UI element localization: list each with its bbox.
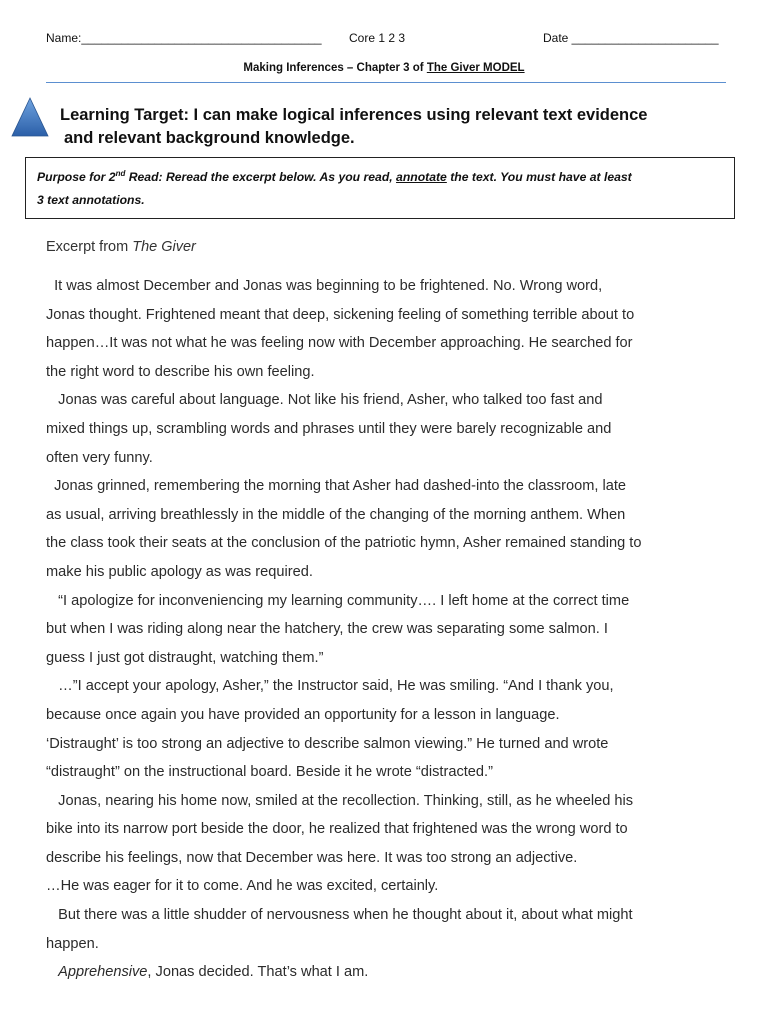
passage-line (46, 958, 736, 987)
passage-line: because once again you have provided an opportunity for a lesson in language. (46, 706, 560, 723)
purpose-box (25, 157, 735, 219)
purpose-line-2: 3 text annotations. (37, 193, 145, 208)
passage-line: as usual, arriving breathlessly in the middle of the changing of the morning anthem. When (46, 506, 626, 523)
name-field: Name:____________________________________ (46, 31, 322, 45)
passage-line: the class took their seats at the conclusion of the patriotic hymn, Asher remained standing to (46, 535, 642, 552)
passage-line: “I apologize for inconveniencing my learning community…. I left home at the correct time (46, 592, 630, 609)
title-book: The Giver MODEL (426, 62, 525, 74)
purpose-annotate: annotate (396, 170, 447, 185)
excerpt-label: Excerpt from (46, 239, 133, 255)
purpose-mid: Read: Reread the excerpt below. As you read, (125, 170, 397, 185)
passage-line: often very funny. (46, 449, 153, 466)
passage-last-rest: , Jonas decided. That’s what I am. (147, 964, 369, 981)
passage-line: happen. (46, 935, 99, 952)
learning-target (60, 104, 750, 150)
header-divider (46, 82, 726, 83)
triangle-icon (11, 97, 49, 137)
date-field: Date ______________________ (543, 31, 719, 45)
passage-line: happen…It was not what he was feeling now with December approaching. He searched for (46, 335, 633, 352)
passage-line: mixed things up, scrambling words and phrases until they were barely recognizable and (46, 420, 612, 437)
purpose-line-1 (37, 162, 726, 189)
passage-line: …”I accept your apology, Asher,” the Instructor said, He was smiling. “And I thank you, (46, 678, 614, 695)
worksheet-header (46, 31, 726, 47)
apprehensive-word: Apprehensive (58, 964, 148, 981)
passage-line: ‘Distraught’ is too strong an adjective to describe salmon viewing.” He turned and wrote (46, 735, 609, 752)
passage-line: Jonas thought. Frightened meant that deep, sickening feeling of something terrible about to (46, 306, 635, 323)
passage-line: Jonas was careful about language. Not like his friend, Asher, who talked too fast and (46, 392, 603, 409)
excerpt-heading (46, 239, 196, 255)
passage-line: Jonas grinned, remembering the morning that Asher had dashed-into the classroom, late (46, 478, 627, 495)
worksheet-title (0, 62, 768, 74)
learning-target-line-1: Learning Target: I can make logical inferences using relevant text evidence (60, 106, 648, 124)
purpose-pre: Purpose for 2 (37, 170, 116, 185)
passage-text (46, 272, 736, 987)
passage-line: guess I just got distraught, watching them.” (46, 649, 324, 666)
passage-line: but when I was riding along near the hatchery, the crew was separating some salmon. I (46, 621, 608, 638)
passage-line: “distraught” on the instructional board. Beside it he wrote “distracted.” (46, 764, 493, 781)
purpose-sup: nd (115, 169, 126, 178)
purpose-post: the text. You must have at least (446, 170, 632, 185)
passage-line: But there was a little shudder of nervousness when he thought about it, about what might (46, 907, 633, 924)
passage-line: bike into its narrow port beside the door, he realized that frightened was the wrong word to (46, 821, 628, 838)
core-field: Core 1 2 3 (349, 31, 406, 45)
title-prefix: Making Inferences – Chapter 3 of (243, 62, 427, 74)
passage-line: the right word to describe his own feeling. (46, 363, 315, 380)
passage-line: describe his feelings, now that December was here. It was too strong an adjective. (46, 849, 578, 866)
passage-line: Jonas, nearing his home now, smiled at the recollection. Thinking, still, as he wheeled his (46, 792, 634, 809)
passage-line: …He was eager for it to come. And he was excited, certainly. (46, 878, 439, 895)
passage-line: make his public apology as was required. (46, 563, 313, 580)
excerpt-book: The Giver (132, 239, 196, 255)
learning-target-line-2: and relevant background knowledge. (64, 129, 355, 147)
passage-line: It was almost December and Jonas was beginning to be frightened. No. Wrong word, (46, 278, 603, 294)
